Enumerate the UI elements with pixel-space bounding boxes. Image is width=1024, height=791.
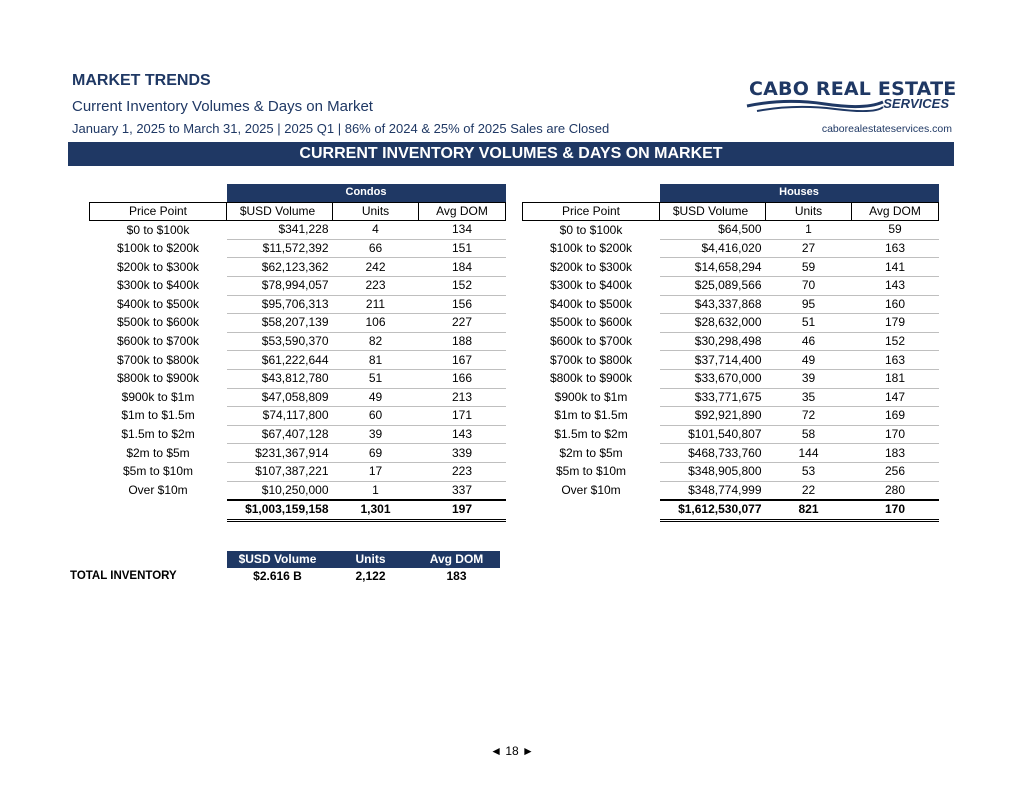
units-cell: 69	[333, 444, 419, 463]
houses-header-row	[523, 202, 939, 221]
volume-cell: $30,298,498	[660, 332, 766, 351]
total-dom-cell: 197	[419, 500, 506, 520]
table-row	[90, 258, 506, 277]
avg-dom-cell: 151	[419, 239, 506, 258]
table-row	[523, 444, 939, 463]
volume-cell: $64,500	[660, 221, 766, 240]
total-volume-cell: $1,612,530,077	[660, 500, 766, 520]
volume-cell: $78,994,057	[227, 276, 333, 295]
company-logo	[745, 78, 955, 118]
avg-dom-cell: 163	[852, 351, 939, 370]
volume-cell: $348,774,999	[660, 481, 766, 500]
col-price-point: Price Point	[523, 202, 660, 221]
logo-line1: CABO REAL ESTATE	[749, 78, 957, 100]
table-row	[523, 295, 939, 314]
volume-cell: $33,670,000	[660, 369, 766, 388]
price-point-cell: Over $10m	[561, 483, 621, 498]
avg-dom-cell: 59	[852, 221, 939, 240]
wave-icon	[745, 96, 885, 114]
avg-dom-cell: 143	[419, 425, 506, 444]
units-cell: 51	[766, 314, 852, 333]
units-cell: 242	[333, 258, 419, 277]
price-point-cell: $400k to $500k	[549, 296, 633, 311]
avg-dom-cell: 213	[419, 388, 506, 407]
price-point-cell: $2m to $5m	[126, 445, 190, 460]
table-row	[523, 332, 939, 351]
price-point-cell: $800k to $900k	[116, 371, 200, 386]
price-point-cell: $2m to $5m	[559, 445, 623, 460]
page-subtitle: Current Inventory Volumes & Days on Market	[72, 98, 373, 115]
table-row	[90, 314, 506, 333]
total-row	[90, 500, 506, 520]
price-point-cell: Over $10m	[128, 483, 188, 498]
table-row	[90, 444, 506, 463]
table-row	[90, 388, 506, 407]
units-cell: 144	[766, 444, 852, 463]
col-volume: $USD Volume	[660, 202, 766, 221]
price-point-cell: $5m to $10m	[555, 464, 627, 479]
avg-dom-cell: 160	[852, 295, 939, 314]
table-row	[523, 258, 939, 277]
price-point-cell: $1.5m to $2m	[554, 427, 628, 442]
page-number: 18	[505, 744, 519, 758]
volume-cell: $92,921,890	[660, 407, 766, 426]
price-point-cell: $0 to $100k	[126, 222, 190, 237]
price-point-cell: $700k to $800k	[549, 352, 633, 367]
table-row	[523, 425, 939, 444]
col-avg-dom: Avg DOM	[852, 202, 939, 221]
table-row	[523, 462, 939, 481]
avg-dom-cell: 156	[419, 295, 506, 314]
houses-title: Houses	[660, 184, 939, 202]
volume-cell: $28,632,000	[660, 314, 766, 333]
condos-header-row	[90, 202, 506, 221]
volume-cell: $33,771,675	[660, 388, 766, 407]
units-cell: 39	[766, 369, 852, 388]
table-row	[90, 369, 506, 388]
price-point-cell: $1.5m to $2m	[121, 427, 195, 442]
price-point-cell: $300k to $400k	[549, 278, 633, 293]
volume-cell: $4,416,020	[660, 239, 766, 258]
avg-dom-cell: 256	[852, 462, 939, 481]
avg-dom-cell: 141	[852, 258, 939, 277]
price-point-cell: $100k to $200k	[549, 241, 633, 256]
units-cell: 17	[333, 462, 419, 481]
units-cell: 53	[766, 462, 852, 481]
avg-dom-cell: 188	[419, 332, 506, 351]
price-point-cell: $200k to $300k	[116, 259, 200, 274]
total-volume-cell: $1,003,159,158	[227, 500, 333, 520]
table-row	[90, 425, 506, 444]
price-point-cell: $1m to $1.5m	[121, 408, 195, 423]
volume-cell: $25,089,566	[660, 276, 766, 295]
total-units-cell: 821	[766, 500, 852, 520]
units-cell: 211	[333, 295, 419, 314]
units-cell: 1	[333, 481, 419, 500]
price-point-cell: $800k to $900k	[549, 371, 633, 386]
avg-dom-cell: 152	[852, 332, 939, 351]
avg-dom-cell: 223	[419, 462, 506, 481]
website-link[interactable]: caborealestateservices.com	[821, 123, 952, 135]
units-cell: 66	[333, 239, 419, 258]
price-point-cell: $500k to $600k	[116, 315, 200, 330]
volume-cell: $47,058,809	[227, 388, 333, 407]
avg-dom-cell: 143	[852, 276, 939, 295]
units-cell: 35	[766, 388, 852, 407]
summary-volume-header: $USD Volume	[227, 551, 328, 568]
date-range: January 1, 2025 to March 31, 2025 | 2025 Q1 | 86% of 2024 & 25% of 2025 Sales are Closed	[72, 121, 610, 136]
section-banner: CURRENT INVENTORY VOLUMES & DAYS ON MARKET	[68, 142, 954, 166]
col-price-point: Price Point	[90, 202, 227, 221]
table-row	[523, 221, 939, 240]
volume-cell: $43,337,868	[660, 295, 766, 314]
units-cell: 1	[766, 221, 852, 240]
volume-cell: $341,228	[227, 221, 333, 240]
total-units: 2,122	[355, 569, 386, 583]
table-row	[523, 239, 939, 258]
table-row	[90, 221, 506, 240]
table-row	[90, 462, 506, 481]
price-point-cell: $900k to $1m	[554, 389, 628, 404]
summary-dom-header: Avg DOM	[413, 551, 500, 568]
units-cell: 22	[766, 481, 852, 500]
units-cell: 49	[333, 388, 419, 407]
price-point-cell: $0 to $100k	[559, 222, 623, 237]
table-row	[90, 332, 506, 351]
summary-units-header: Units	[328, 551, 413, 568]
volume-cell: $67,407,128	[227, 425, 333, 444]
total-inventory-table	[70, 551, 500, 585]
volume-cell: $107,387,221	[227, 462, 333, 481]
volume-cell: $14,658,294	[660, 258, 766, 277]
avg-dom-cell: 227	[419, 314, 506, 333]
total-row	[523, 500, 939, 520]
volume-cell: $53,590,370	[227, 332, 333, 351]
volume-cell: $58,207,139	[227, 314, 333, 333]
price-point-cell: $500k to $600k	[549, 315, 633, 330]
total-inventory-label: TOTAL INVENTORY	[70, 570, 177, 582]
volume-cell: $61,222,644	[227, 351, 333, 370]
avg-dom-cell: 170	[852, 425, 939, 444]
volume-cell: $62,123,362	[227, 258, 333, 277]
total-units-cell: 1,301	[333, 500, 419, 520]
units-cell: 81	[333, 351, 419, 370]
volume-cell: $95,706,313	[227, 295, 333, 314]
volume-cell: $348,905,800	[660, 462, 766, 481]
units-cell: 70	[766, 276, 852, 295]
price-point-cell: $400k to $500k	[116, 296, 200, 311]
table-row	[523, 351, 939, 370]
price-point-cell: $5m to $10m	[122, 464, 194, 479]
table-row	[523, 388, 939, 407]
units-cell: 4	[333, 221, 419, 240]
col-volume: $USD Volume	[227, 202, 333, 221]
avg-dom-cell: 337	[419, 481, 506, 500]
units-cell: 106	[333, 314, 419, 333]
table-row	[523, 481, 939, 500]
price-point-cell: $600k to $700k	[549, 334, 633, 349]
volume-cell: $101,540,807	[660, 425, 766, 444]
avg-dom-cell: 184	[419, 258, 506, 277]
condos-table	[89, 184, 506, 522]
price-point-cell: $900k to $1m	[121, 389, 195, 404]
volume-cell: $43,812,780	[227, 369, 333, 388]
units-cell: 27	[766, 239, 852, 258]
avg-dom-cell: 181	[852, 369, 939, 388]
units-cell: 51	[333, 369, 419, 388]
avg-dom-cell: 134	[419, 221, 506, 240]
units-cell: 82	[333, 332, 419, 351]
prev-page-icon[interactable]: ◄	[490, 744, 502, 758]
avg-dom-cell: 179	[852, 314, 939, 333]
total-dom: 183	[446, 569, 467, 583]
price-point-cell: $600k to $700k	[116, 334, 200, 349]
units-cell: 95	[766, 295, 852, 314]
table-row	[90, 407, 506, 426]
price-point-cell: $1m to $1.5m	[554, 408, 628, 423]
units-cell: 223	[333, 276, 419, 295]
total-volume: $2.616 B	[253, 569, 302, 583]
table-row	[90, 276, 506, 295]
avg-dom-cell: 171	[419, 407, 506, 426]
price-point-cell: $100k to $200k	[116, 241, 200, 256]
units-cell: 39	[333, 425, 419, 444]
page-title: MARKET TRENDS	[72, 72, 211, 89]
avg-dom-cell: 280	[852, 481, 939, 500]
units-cell: 60	[333, 407, 419, 426]
volume-cell: $11,572,392	[227, 239, 333, 258]
table-row	[90, 351, 506, 370]
logo-line2: SERVICES	[883, 96, 949, 111]
units-cell: 59	[766, 258, 852, 277]
table-row	[90, 239, 506, 258]
table-row	[523, 314, 939, 333]
next-page-icon[interactable]: ►	[522, 744, 534, 758]
volume-cell: $10,250,000	[227, 481, 333, 500]
price-point-cell: $200k to $300k	[549, 259, 633, 274]
avg-dom-cell: 166	[419, 369, 506, 388]
houses-table	[522, 184, 939, 522]
units-cell: 46	[766, 332, 852, 351]
avg-dom-cell: 147	[852, 388, 939, 407]
volume-cell: $231,367,914	[227, 444, 333, 463]
total-dom-cell: 170	[852, 500, 939, 520]
avg-dom-cell: 339	[419, 444, 506, 463]
condos-title: Condos	[227, 184, 506, 202]
table-row	[523, 276, 939, 295]
units-cell: 58	[766, 425, 852, 444]
table-row	[523, 407, 939, 426]
col-units: Units	[333, 202, 419, 221]
units-cell: 49	[766, 351, 852, 370]
table-row	[523, 369, 939, 388]
volume-cell: $37,714,400	[660, 351, 766, 370]
volume-cell: $74,117,800	[227, 407, 333, 426]
price-point-cell: $700k to $800k	[116, 352, 200, 367]
col-units: Units	[766, 202, 852, 221]
col-avg-dom: Avg DOM	[419, 202, 506, 221]
avg-dom-cell: 167	[419, 351, 506, 370]
price-point-cell: $300k to $400k	[116, 278, 200, 293]
avg-dom-cell: 183	[852, 444, 939, 463]
page-navigation	[0, 744, 1024, 758]
avg-dom-cell: 163	[852, 239, 939, 258]
table-row	[90, 481, 506, 500]
avg-dom-cell: 152	[419, 276, 506, 295]
table-row	[90, 295, 506, 314]
volume-cell: $468,733,760	[660, 444, 766, 463]
units-cell: 72	[766, 407, 852, 426]
avg-dom-cell: 169	[852, 407, 939, 426]
